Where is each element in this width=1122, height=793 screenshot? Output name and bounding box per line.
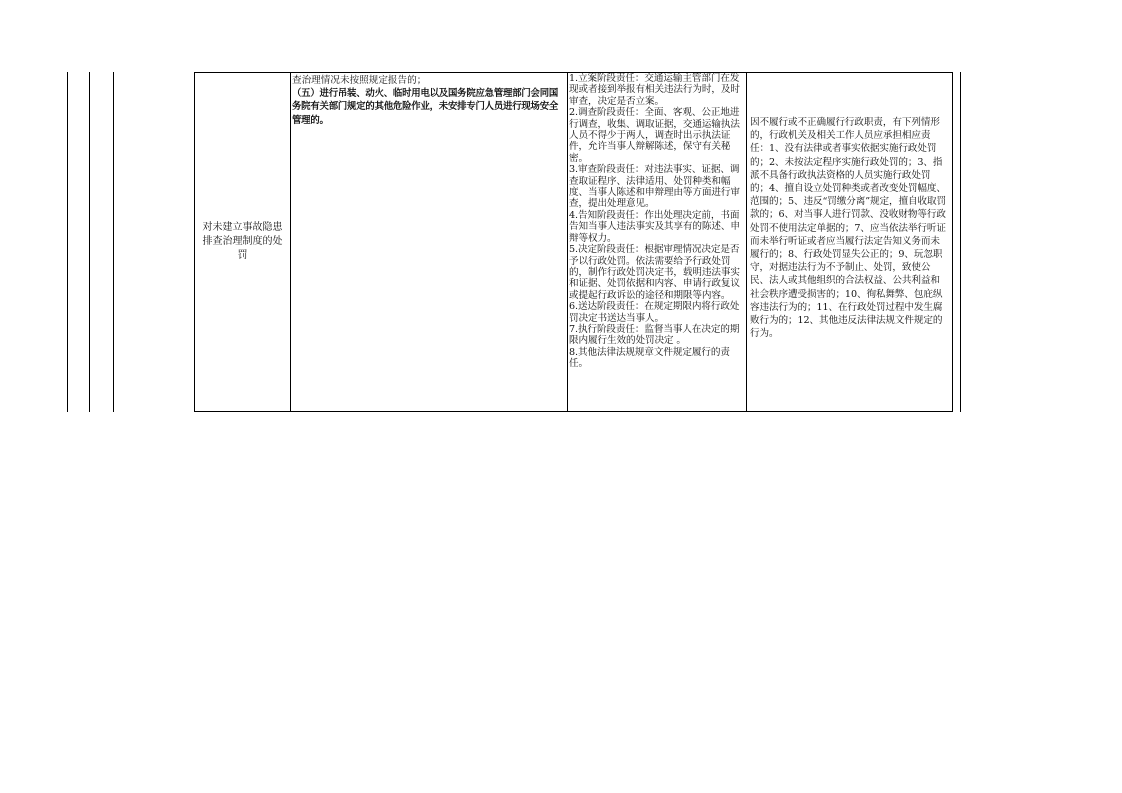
accountability-cell	[746, 73, 953, 411]
responsibility-item: 4.告知阶段责任：作出处理决定前，书面告知当事人违法事实及其享有的陈述、申辩等权力。	[569, 209, 740, 244]
legal-basis-line: 查治理情况未按照规定报告的；	[292, 75, 427, 86]
responsibility-item: 7.执行阶段责任：监督当事人在决定的期限内履行生效的处罚决定 。	[569, 323, 740, 347]
responsibility-cell	[567, 73, 746, 411]
responsibility-item: 5.决定阶段责任：根据审理情况决定是否予以行政处罚。依法需要给予行政处罚的，制作行政处罚决定书，载明违法事实和证据、处罚依据和内容、申请行政复议或提起行政诉讼的途径和期限等内容。	[569, 244, 740, 301]
column-rule-2	[89, 72, 90, 412]
item-name: 对未建立事故隐患排查治理制度的处罚	[202, 222, 283, 261]
column-rule-1	[67, 72, 68, 412]
responsibility-item: 8.其他法律法规规章文件规定履行的责任。	[569, 346, 730, 370]
responsibility-item: 2.调查阶段责任：全面、客观、公正地进行调查，收集、调取证据，交通运输执法人员不得少于两人，调查时出示执法证件，允许当事人辩解陈述，保守有关秘密。	[569, 107, 740, 164]
responsibility-item: 1.立案阶段责任：交通运输主管部门在发现或者接到举报有相关违法行为时，及时审查，决定是否立案。	[569, 73, 740, 107]
column-rule-3	[113, 72, 114, 412]
column-rule-right	[960, 72, 961, 412]
responsibility-item: 6.送达阶段责任：在规定期限内将行政处罚决定书送达当事人。	[569, 301, 740, 324]
item-name-cell	[194, 73, 290, 411]
responsibility-item: 3.审查阶段责任：对违法事实、证据、调查取证程序、法律适用、处罚种类和幅度、当事人陈述和申辩理由等方面进行审查，提出处理意见。	[569, 164, 740, 210]
table-row	[194, 72, 953, 412]
legal-basis-bold-clause: （五）进行吊装、动火、临时用电以及国务院应急管理部门会同国务院有关部门规定的其他危险作业，未安排专门人员进行现场安全管理的。	[292, 88, 559, 126]
legal-basis-cell	[290, 73, 567, 411]
accountability-text: 因不履行或不正确履行行政职责，有下列情形的，行政机关及相关工作人员应承担相应责任：1、没有法律或者事实依据实施行政处罚的；2、未按法定程序实施行政处罚的；3、指派不具备行政执法资格的人员实施行政处罚的；4、擅自设立处罚种类或者改变处罚幅度、范围的；5、违反“罚缴分离”规定，擅自收取罚款的；6、对当事人进行罚款、没收财物等行政处罚不使用法定单据的；7、应当依法举行听证而未举行听证或者应当履行法定告知义务而未履行的；8、行政处罚显失公正的；9、玩忽职守，对据违法行为不予制止、处罚，致使公民、法人或其他组织的合法权益、公共利益和社会秩序遭受损害的；10、徇私舞弊、包庇纵容违法行为的；11、在行政处罚过程中发生腐败行为的；12、其他违反法律法规文件规定的行为。	[750, 117, 946, 340]
